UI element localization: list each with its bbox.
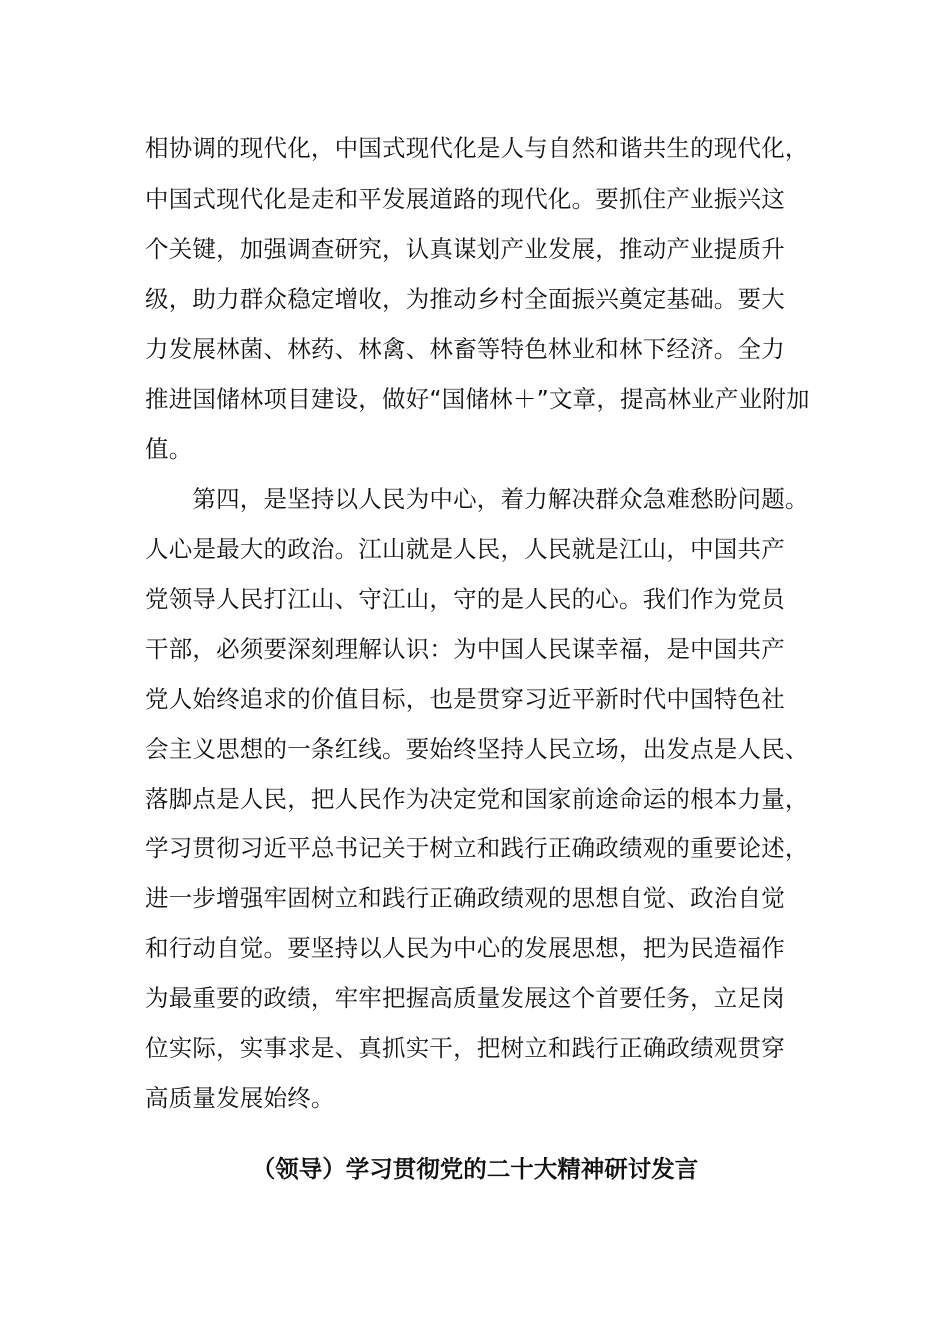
body-text-line: 第四，是坚持以人民为中心，着力解决群众急难愁盼问题。 [145, 485, 809, 513]
body-text-line: 落脚点是人民，把人民作为决定党和国家前途命运的根本力量， [145, 785, 809, 813]
body-text-line: 党领导人民打江山、守江山，守的是人民的心。我们作为党员 [145, 585, 785, 613]
body-text-line: 人心是最大的政治。江山就是人民，人民就是江山，中国共产 [145, 535, 785, 563]
body-text-line: 进一步增强牢固树立和践行正确政绩观的思想自觉、政治自觉 [145, 884, 785, 912]
body-text-line: 力发展林菌、林药、林禽、林畜等特色林业和林下经济。全力 [145, 335, 785, 363]
body-text-line: 和行动自觉。要坚持以人民为中心的发展思想，把为民造福作 [145, 934, 785, 962]
body-text-line: 为最重要的政绩，牢牢把握高质量发展这个首要任务，立足岗 [145, 984, 785, 1012]
body-text-line: 高质量发展始终。 [145, 1084, 335, 1112]
body-text-line: 推进国储林项目建设，做好“国储林＋”文章，提高林业产业附加 [145, 385, 810, 413]
body-text-line: 中国式现代化是走和平发展道路的现代化。要抓住产业振兴这 [145, 185, 785, 213]
body-text-line: 相协调的现代化，中国式现代化是人与自然和谐共生的现代化， [145, 134, 809, 162]
section-heading: （领导）学习贯彻党的二十大精神研讨发言 [251, 1155, 699, 1183]
body-text-line: 会主义思想的一条红线。要始终坚持人民立场，出发点是人民、 [145, 735, 809, 763]
body-text-line: 党人始终追求的价值目标，也是贯穿习近平新时代中国特色社 [145, 685, 785, 713]
body-text-line: 级，助力群众稳定增收，为推动乡村全面振兴奠定基础。要大 [145, 285, 785, 313]
body-text-line: 干部，必须要深刻理解认识：为中国人民谋幸福，是中国共产 [145, 635, 785, 663]
body-text-line: 位实际，实事求是、真抓实干，把树立和践行正确政绩观贯穿 [145, 1034, 785, 1062]
body-text-line: 学习贯彻习近平总书记关于树立和践行正确政绩观的重要论述， [145, 834, 809, 862]
body-text-line: 值。 [145, 435, 193, 463]
body-text-line: 个关键，加强调查研究，认真谋划产业发展，推动产业提质升 [145, 235, 785, 263]
